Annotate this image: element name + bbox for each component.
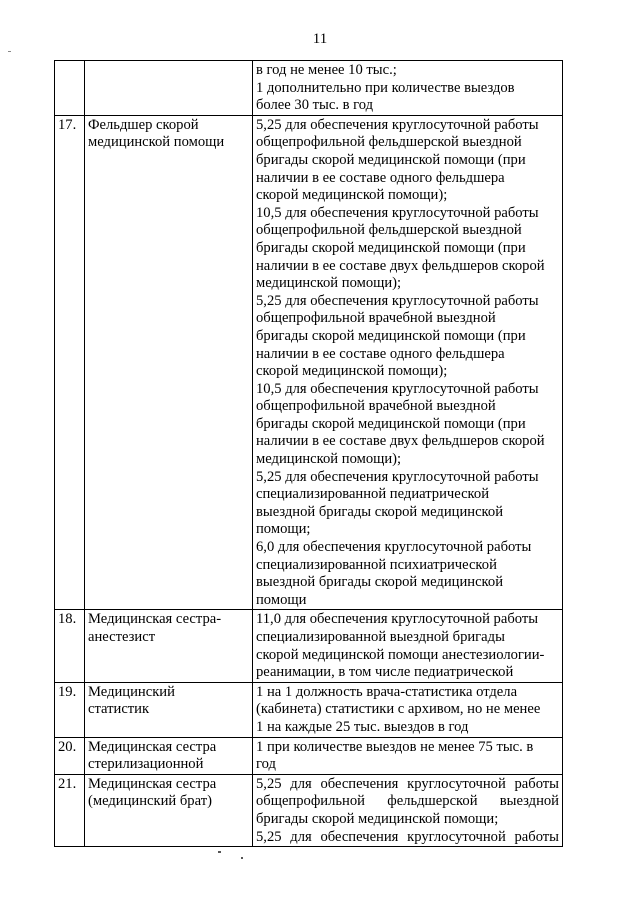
- norm-line: 10,5 для обеспечения круглосуточной работы: [256, 380, 539, 397]
- norm-line: 10,5 для обеспечения круглосуточной работы: [256, 204, 539, 221]
- norm-line: наличии в ее составе двух фельдшеров скорой: [256, 257, 545, 274]
- norm-line: бригады скорой медицинской помощи (при: [256, 327, 526, 344]
- row-number: 19.: [55, 682, 85, 737]
- norm-line: 11,0 для обеспечения круглосуточной работы: [256, 611, 539, 628]
- norm-line: 5,25 для обеспечения круглосуточной работы: [256, 828, 559, 845]
- position-line: (медицинский брат): [88, 793, 212, 810]
- norm-line: 1 на каждые 25 тыс. выездов в год: [256, 718, 469, 735]
- norm-line: выездной бригады скорой медицинской: [256, 574, 504, 591]
- position-cell: [85, 682, 253, 737]
- norm-line: наличии в ее составе двух фельдшеров скорой: [256, 433, 545, 450]
- norm-line: помощи;: [256, 521, 311, 538]
- position-cell: [85, 61, 253, 116]
- norm-line: специализированной психиатрической: [256, 556, 497, 573]
- position-line: Медицинская сестра: [88, 738, 217, 755]
- norm-line: общепрофильной фельдшерской выездной: [256, 793, 559, 810]
- position-line: статистик: [88, 701, 150, 718]
- scan-speck: [241, 857, 243, 859]
- row-number: [55, 61, 85, 116]
- norm-line: в год не менее 10 тыс.;: [256, 62, 397, 78]
- norm-cell: [253, 737, 563, 774]
- norm-line: помощи: [256, 591, 307, 608]
- position-line: Медицинская сестра: [88, 775, 217, 792]
- norm-cell: [253, 610, 563, 682]
- position-line: Фельдшер скорой: [88, 116, 199, 133]
- table-row: [55, 115, 563, 610]
- row-number: 20.: [55, 737, 85, 774]
- norm-line: выездной бригады скорой медицинской: [256, 503, 504, 520]
- norm-line: бригады скорой медицинской помощи;: [256, 810, 499, 827]
- norm-line: более 30 тыс. в год: [256, 97, 374, 114]
- norm-line: 5,25 для обеспечения круглосуточной работы: [256, 468, 539, 485]
- table-row: [55, 682, 563, 737]
- norm-line: общепрофильной фельдшерской выездной: [256, 134, 522, 151]
- position-line: анестезист: [88, 629, 156, 645]
- norm-line: (кабинета) статистики с архивом, но не менее: [256, 701, 541, 718]
- norm-line: медицинской помощи);: [256, 275, 402, 292]
- norm-line: скорой медицинской помощи);: [256, 187, 448, 204]
- norm-line: 5,25 для обеспечения круглосуточной работы: [256, 775, 559, 792]
- position-cell: [85, 115, 253, 610]
- norm-line: год: [256, 756, 276, 773]
- norm-line: 6,0 для обеспечения круглосуточной работы: [256, 539, 532, 556]
- page-number: 11: [312, 31, 328, 47]
- row-number: 21.: [55, 774, 85, 846]
- norm-cell: [253, 774, 563, 846]
- norm-line: скорой медицинской помощи анестезиологии-: [256, 646, 545, 663]
- norm-line: медицинской помощи);: [256, 451, 402, 468]
- norm-cell: [253, 682, 563, 737]
- position-cell: [85, 737, 253, 774]
- scan-speck: [8, 51, 11, 52]
- norm-line: наличии в ее составе одного фельдшера: [256, 169, 505, 186]
- table-row: [55, 737, 563, 774]
- norm-cell: [253, 115, 563, 610]
- norm-line: 1 на 1 должность врача-статистика отдела: [256, 683, 518, 700]
- norm-line: бригады скорой медицинской помощи (при: [256, 239, 526, 256]
- table-row: [55, 774, 563, 846]
- norm-line: общепрофильной врачебной выездной: [256, 310, 496, 327]
- norm-cell: [253, 61, 563, 116]
- position-cell: [85, 610, 253, 682]
- table-row: [55, 610, 563, 682]
- position-line: стерилизационной: [88, 756, 204, 773]
- staffing-norms-table: [54, 60, 563, 847]
- norm-line: 5,25 для обеспечения круглосуточной работы: [256, 116, 539, 133]
- norm-line: скорой медицинской помощи);: [256, 363, 448, 380]
- norm-line: бригады скорой медицинской помощи (при: [256, 151, 526, 168]
- norm-line: общепрофильной врачебной выездной: [256, 398, 496, 415]
- norm-line: специализированной выездной бригады: [256, 629, 505, 645]
- row-number: 18.: [55, 610, 85, 682]
- position-line: Медицинский: [88, 683, 175, 700]
- norm-line: реанимации, в том числе педиатрической: [256, 664, 514, 681]
- norm-line: наличии в ее составе одного фельдшера: [256, 345, 505, 362]
- row-number: 17.: [55, 115, 85, 610]
- norm-line: общепрофильной фельдшерской выездной: [256, 222, 522, 239]
- norm-line: 5,25 для обеспечения круглосуточной работы: [256, 292, 539, 309]
- norm-line: 1 дополнительно при количестве выездов: [256, 79, 515, 96]
- position-line: медицинской помощи: [88, 134, 225, 151]
- position-line: Медицинская сестра-: [88, 611, 222, 628]
- table-row: [55, 61, 563, 116]
- norm-line: бригады скорой медицинской помощи (при: [256, 415, 526, 432]
- position-cell: [85, 774, 253, 846]
- scan-speck: [218, 851, 221, 853]
- norm-line: специализированной педиатрической: [256, 486, 490, 503]
- norm-line: 1 при количестве выездов не менее 75 тыс. в: [256, 738, 534, 755]
